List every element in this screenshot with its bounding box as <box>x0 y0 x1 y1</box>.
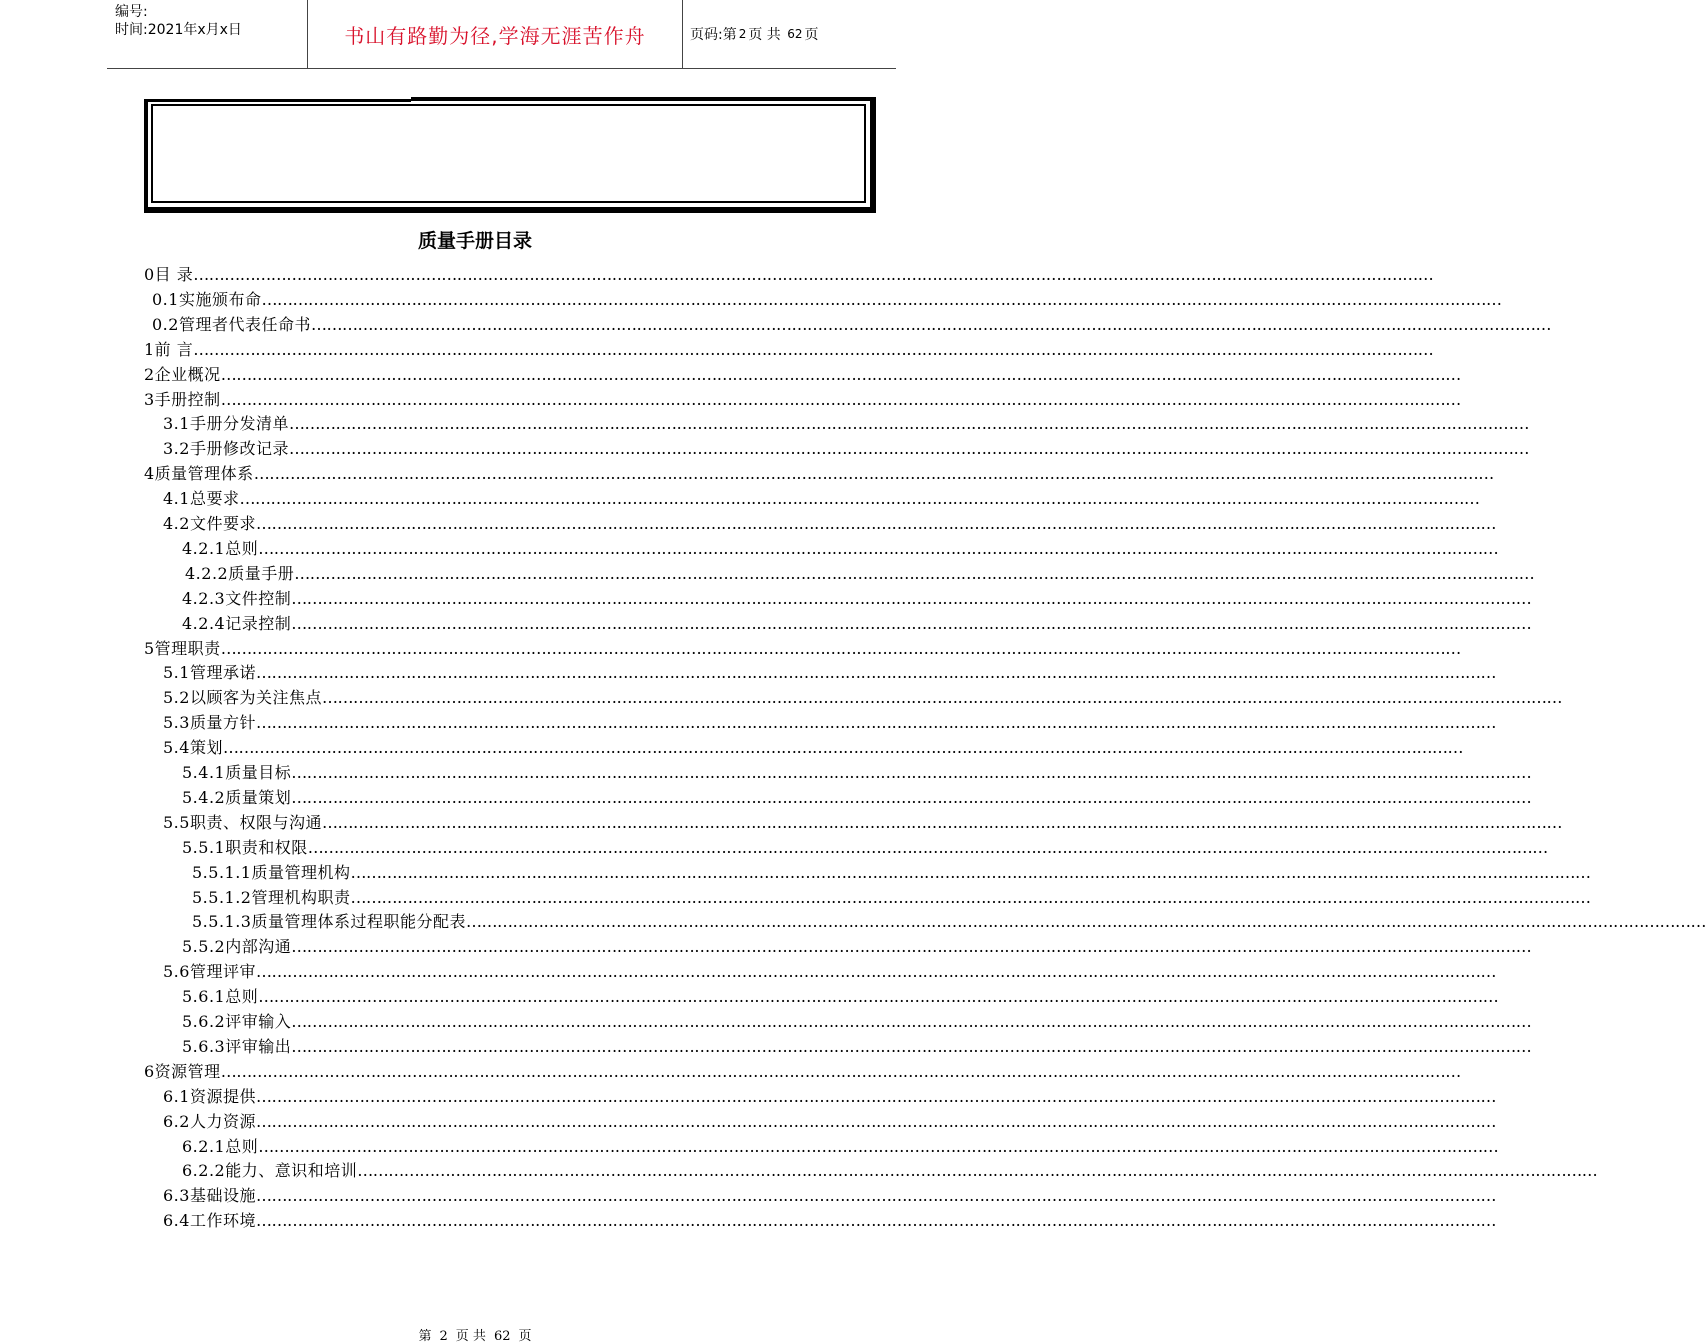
toc-entry <box>182 761 1532 785</box>
toc-entry <box>163 437 1529 461</box>
toc-entry-label: 5.5.1.2管理机构职责 <box>192 887 351 907</box>
toc-entry-label: 5.5.2内部沟通 <box>182 937 292 957</box>
toc-leader-dots: …………………………………………………………………………………………………………………………………………………………………………………………………………………… <box>220 389 1461 409</box>
toc-entry <box>163 1209 1496 1233</box>
toc-leader-dots: …………………………………………………………………………………………………………………………………………………………………………………………………………………… <box>258 987 1499 1007</box>
toc-entry <box>163 811 1562 835</box>
toc-entry-label: 2企业概况 <box>144 364 221 384</box>
toc-entry <box>144 338 1434 362</box>
toc-entry <box>182 1135 1499 1159</box>
page-footer <box>0 1325 950 1344</box>
toc-leader-dots: …………………………………………………………………………………………………………………………………………………………………………………………………………………… <box>220 638 1461 658</box>
toc-leader-dots: …………………………………………………………………………………………………………………………………………………………………………………………………………………… <box>294 563 1535 583</box>
toc-entry <box>185 562 1535 586</box>
page-suffix: 页 <box>804 27 819 43</box>
toc-entry-label: 6.2人力资源 <box>163 1111 256 1131</box>
toc-entry-label: 5.1管理承诺 <box>163 663 256 683</box>
toc-leader-dots: …………………………………………………………………………………………………………………………………………………………………………………………………………………… <box>255 514 1496 533</box>
toc-leader-dots: …………………………………………………………………………………………………………………………………………………………………………………………………………………… <box>291 937 1532 957</box>
toc-entry-label: 3.2手册修改记录 <box>163 439 289 459</box>
toc-entry <box>182 537 1499 561</box>
toc-entry <box>144 263 1434 287</box>
page-mid: 页 共 <box>748 27 781 43</box>
toc-leader-dots: …………………………………………………………………………………………………………………………………………………………………………………………………………………… <box>222 738 1463 758</box>
toc-entry-label: 4.2.4记录控制 <box>182 613 292 633</box>
toc-entry-label: 5.4.1质量目标 <box>182 763 292 782</box>
toc-leader-dots: …………………………………………………………………………………………………………………………………………………………………………………………………………………… <box>291 787 1532 807</box>
toc-leader-dots: …………………………………………………………………………………………………………………………………………………………………………………………………………………… <box>193 265 1434 284</box>
toc-leader-dots: …………………………………………………………………………………………………………………………………………………………………………………………………………………… <box>288 414 1529 434</box>
toc-entry <box>192 886 1591 910</box>
toc-entry-label: 3.1手册分发清单 <box>163 414 289 434</box>
toc-leader-dots: …………………………………………………………………………………………………………………………………………………………………………………………………………………… <box>255 1111 1496 1131</box>
toc-entry-label: 5.5.1.3质量管理体系过程职能分配表 <box>192 912 466 932</box>
toc-leader-dots: …………………………………………………………………………………………………………………………………………………………………………………………………………………… <box>288 439 1529 459</box>
toc-entry <box>163 1184 1496 1208</box>
toc-leader-dots: …………………………………………………………………………………………………………………………………………………………………………………………………………………… <box>321 688 1562 708</box>
toc-leader-dots: …………………………………………………………………………………………………………………………………………………………………………………………………………………… <box>291 1012 1532 1031</box>
toc-entry-label: 6资源管理 <box>144 1061 221 1081</box>
toc-entry <box>192 861 1591 885</box>
toc-leader-dots: …………………………………………………………………………………………………………………………………………………………………………………………………………………… <box>350 862 1591 882</box>
toc-entry-label: 5.6.2评审输入 <box>182 1012 292 1031</box>
toc-entry <box>144 637 1461 661</box>
toc-entry <box>163 686 1562 710</box>
header-page-number <box>682 0 896 68</box>
toc-entry-label: 4质量管理体系 <box>144 464 254 484</box>
toc-entry <box>192 910 1706 934</box>
toc-entry <box>182 786 1532 810</box>
toc-entry-label: 5.5.1.1质量管理机构 <box>192 862 351 882</box>
toc-entry-label: 6.4工作环境 <box>163 1211 256 1231</box>
toc-entry <box>163 512 1496 536</box>
page-total: 62 <box>787 27 803 41</box>
page-header <box>107 0 896 69</box>
toc-entry-label: 6.2.2能力、意识和培训 <box>182 1161 358 1181</box>
toc-entry <box>182 612 1532 636</box>
toc-leader-dots: …………………………………………………………………………………………………………………………………………………………………………………………………………………… <box>465 912 1706 932</box>
page-prefix: 页码:第 <box>690 27 737 43</box>
frame-tab-line <box>144 99 411 102</box>
toc-leader-dots: …………………………………………………………………………………………………………………………………………………………………………………………………………………… <box>357 1161 1598 1181</box>
toc-entry <box>182 1159 1598 1183</box>
toc-entry <box>182 836 1548 860</box>
toc-leader-dots: …………………………………………………………………………………………………………………………………………………………………………………………………………………… <box>350 887 1591 907</box>
time-label: 时间:2021年x月x日 <box>115 22 242 38</box>
toc-leader-dots: …………………………………………………………………………………………………………………………………………………………………………………………………………………… <box>220 364 1461 384</box>
toc-entry <box>182 1010 1532 1034</box>
toc-entry <box>163 1085 1496 1109</box>
toc-entry-label: 5管理职责 <box>144 638 221 658</box>
toc-leader-dots: …………………………………………………………………………………………………………………………………………………………………………………………………………………… <box>255 713 1496 733</box>
toc-leader-dots: …………………………………………………………………………………………………………………………………………………………………………………………………………………… <box>239 489 1480 509</box>
page-current: 2 <box>738 27 747 41</box>
toc-entry-label: 5.5职责、权限与沟通 <box>163 812 322 832</box>
toc-entry <box>163 960 1496 984</box>
toc-entry <box>152 288 1502 312</box>
toc-entry-label: 3手册控制 <box>144 389 221 409</box>
toc-entry <box>182 1035 1532 1059</box>
toc-leader-dots: …………………………………………………………………………………………………………………………………………………………………………………………………………………… <box>255 962 1496 982</box>
toc-entry-label: 5.2以顾客为关注焦点 <box>163 688 322 708</box>
footer-mid: 页 共 <box>455 1329 486 1344</box>
footer-prefix: 第 <box>418 1329 432 1344</box>
toc-entry-label: 4.2.3文件控制 <box>182 588 292 608</box>
toc-entry <box>144 462 1494 486</box>
toc-entry-label: 5.6管理评审 <box>163 962 256 982</box>
toc-entry-label: 0.1实施颁布命 <box>152 289 262 309</box>
toc-leader-dots: …………………………………………………………………………………………………………………………………………………………………………………………………………………… <box>255 1186 1496 1206</box>
toc-entry-label: 4.1总要求 <box>163 489 240 509</box>
footer-current: 2 <box>439 1329 448 1344</box>
toc-entry <box>163 412 1529 436</box>
toc-leader-dots: …………………………………………………………………………………………………………………………………………………………………………………………………………………… <box>220 1061 1461 1081</box>
toc-leader-dots: …………………………………………………………………………………………………………………………………………………………………………………………………………………… <box>193 339 1434 359</box>
toc-leader-dots: …………………………………………………………………………………………………………………………………………………………………………………………………………………… <box>255 1211 1496 1231</box>
toc-entry-label: 5.4策划 <box>163 738 223 758</box>
toc-leader-dots: …………………………………………………………………………………………………………………………………………………………………………………………………………………… <box>291 588 1532 608</box>
toc-entry-label: 5.4.2质量策划 <box>182 787 292 807</box>
toc-entry <box>144 1060 1461 1084</box>
toc-entry-label: 0.2管理者代表任命书 <box>152 314 311 334</box>
toc-entry <box>163 711 1496 735</box>
toc-entry <box>144 363 1461 387</box>
toc-entry <box>144 388 1461 412</box>
toc-entry-label: 1前 言 <box>144 339 194 359</box>
toc-entry <box>163 487 1480 511</box>
toc-entry <box>163 661 1496 685</box>
number-label: 编号: <box>115 4 148 20</box>
toc-entry <box>182 587 1532 611</box>
toc-leader-dots: …………………………………………………………………………………………………………………………………………………………………………………………………………………… <box>258 1136 1499 1156</box>
toc-leader-dots: …………………………………………………………………………………………………………………………………………………………………………………………………………………… <box>321 812 1562 832</box>
toc-leader-dots: …………………………………………………………………………………………………………………………………………………………………………………………………………………… <box>291 613 1532 633</box>
document-title: 质量手册目录 <box>417 230 532 252</box>
toc-leader-dots: …………………………………………………………………………………………………………………………………………………………………………………………………………………… <box>255 663 1496 683</box>
footer-total: 62 <box>493 1329 511 1344</box>
toc-entry-label: 5.6.1总则 <box>182 987 259 1007</box>
title-frame <box>144 97 876 213</box>
toc-entry <box>152 313 1551 337</box>
header-motto-cell <box>307 0 683 68</box>
toc-entry-label: 4.2.2质量手册 <box>185 563 295 583</box>
toc-entry <box>182 985 1499 1009</box>
frame-inner-border <box>151 104 866 203</box>
toc-entry-label: 5.6.3评审输出 <box>182 1036 292 1056</box>
toc-entry-label: 6.3基础设施 <box>163 1186 256 1206</box>
header-meta <box>107 0 307 68</box>
toc-leader-dots: …………………………………………………………………………………………………………………………………………………………………………………………………………………… <box>261 289 1502 309</box>
toc-leader-dots: …………………………………………………………………………………………………………………………………………………………………………………………………………………… <box>258 538 1499 558</box>
toc-entry-label: 6.1资源提供 <box>163 1086 256 1106</box>
toc-entry-label: 4.2文件要求 <box>163 514 256 533</box>
toc-entry <box>182 935 1532 959</box>
toc-leader-dots: …………………………………………………………………………………………………………………………………………………………………………………………………………………… <box>253 464 1494 484</box>
toc-entry <box>163 1110 1496 1134</box>
toc-leader-dots: …………………………………………………………………………………………………………………………………………………………………………………………………………………… <box>307 837 1548 857</box>
toc-entry-label: 5.5.1职责和权限 <box>182 837 308 857</box>
toc-entry-label: 6.2.1总则 <box>182 1136 259 1156</box>
header-motto: 书山有路勤为径,学海无涯苦作舟 <box>344 23 646 48</box>
toc-leader-dots: …………………………………………………………………………………………………………………………………………………………………………………………………………………… <box>291 1036 1532 1056</box>
toc-entry-label: 0目 录 <box>144 265 194 284</box>
toc-leader-dots: …………………………………………………………………………………………………………………………………………………………………………………………………………………… <box>310 314 1551 334</box>
toc-leader-dots: …………………………………………………………………………………………………………………………………………………………………………………………………………………… <box>291 763 1532 782</box>
toc-leader-dots: …………………………………………………………………………………………………………………………………………………………………………………………………………………… <box>255 1086 1496 1106</box>
toc-entry <box>163 736 1463 760</box>
toc-entry-label: 4.2.1总则 <box>182 538 259 558</box>
toc-entry-label: 5.3质量方针 <box>163 713 256 733</box>
footer-suffix: 页 <box>518 1329 532 1344</box>
